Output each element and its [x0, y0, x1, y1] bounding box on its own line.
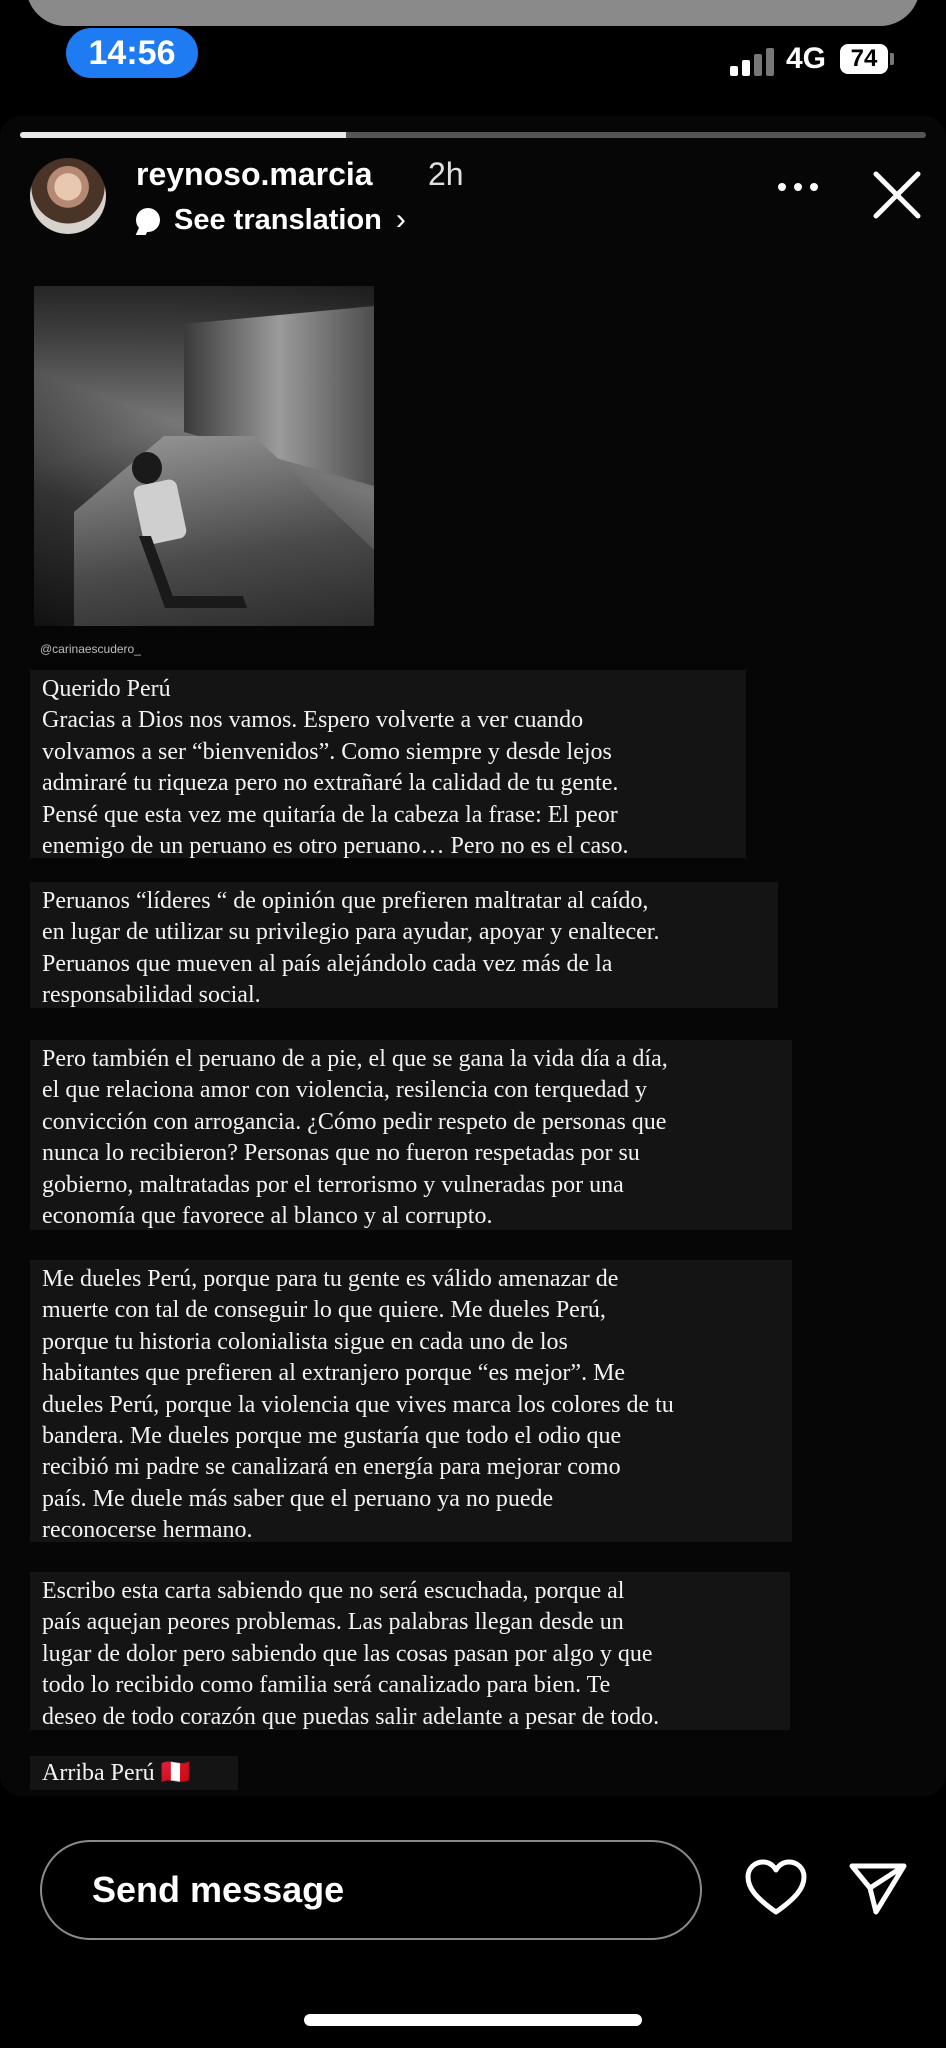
letter-paragraph-2	[30, 882, 778, 1008]
story-viewer[interactable]	[0, 116, 946, 1796]
heart-icon[interactable]	[744, 1858, 808, 1918]
story-time-ago: 2h	[428, 156, 464, 192]
story-username[interactable]: reynoso.marcia	[136, 156, 373, 192]
letter-paragraph-6	[30, 1756, 238, 1790]
avatar[interactable]	[30, 158, 106, 234]
send-icon[interactable]	[846, 1858, 910, 1918]
send-message-input[interactable]: Send message	[40, 1840, 702, 1940]
home-indicator[interactable]	[304, 2014, 642, 2026]
letter-paragraph-3	[30, 1040, 792, 1230]
battery-icon: 74	[840, 44, 888, 74]
letter-text-3: Pero también el peruano de a pie, el que se gana la vida día a día, el que relaciona amor con violencia, resilencia con terquedad y convicción con arrogancia. ¿Cómo pedir respeto de personas que nunca lo recibieron? Personas que no fueron respetadas por su gobierno, maltratadas por el terrorismo y vulneradas por una economía que favorece al blanco y al corrupto.	[42, 1046, 668, 1230]
letter-text-6: Arriba Perú 🇵🇪	[42, 1760, 191, 1786]
story-progress-bar	[20, 132, 926, 138]
letter-text-2: Peruanos “líderes “ de opinión que prefieren maltratar al caído, en lugar de utilizar su privilegio para ayudar, apoyar y enaltecer. Peruanos que mueven al país alejándolo cada vez más de la responsabilidad social.	[42, 888, 660, 1009]
letter-text-5: Escribo esta carta sabiendo que no será escuchada, porque al país aquejan peores problemas. Las palabras llegan desde un lugar de dolor pero sabiendo que las cosas pasan por algo y que todo lo recibido como familia será canalizado para bien. Te deseo de todo corazón que puedas salir adelante a pesar de todo.	[42, 1578, 660, 1730]
photo-boy-head	[132, 452, 162, 484]
photo-credit: @carinaescudero_	[40, 642, 141, 656]
story-photo	[34, 286, 374, 626]
status-bar	[0, 0, 946, 110]
letter-text-1: Querido Perú Gracias a Dios nos vamos. Espero volverte a ver cuando volvamos a ser “bienvenidos”. Como siempre y desde lejos admiraré tu riqueza pero no extrañaré la calidad de tu gente. Pensé que esta vez me quitaría de la cabeza la frase: El peor enemigo de un peruano es otro peruano… Pero no es el caso.	[42, 676, 629, 860]
battery-tip	[890, 53, 894, 65]
translate-bubble-icon	[136, 208, 160, 232]
chevron-right-icon: ›	[395, 203, 406, 236]
story-progress-fill	[20, 132, 346, 138]
close-icon[interactable]	[870, 168, 924, 222]
letter-paragraph-1	[30, 670, 746, 858]
letter-paragraph-4	[30, 1260, 792, 1542]
letter-text-4: Me dueles Perú, porque para tu gente es válido amenazar de muerte con tal de conseguir lo que quiere. Me dueles Perú, porque tu historia colonialista sigue en cada uno de los habitantes que prefieren al extranjero porque “es mejor”. Me dueles Perú, porque la violencia que vives marca los colores de tu bandera. Me dueles porque me gustaría que todo el odio que recibió mi padre se canalizará en energía para mejorar como país. Me duele más saber que el peruano ya no puede reconocerse hermano.	[42, 1266, 674, 1544]
see-translation-button[interactable]	[136, 200, 406, 240]
signal-icon	[730, 46, 776, 76]
more-icon[interactable]	[778, 172, 826, 202]
see-translation-label: See translation	[174, 203, 382, 236]
letter-paragraph-5	[30, 1572, 790, 1730]
network-type: 4G	[786, 42, 827, 75]
status-time[interactable]: 14:56	[66, 28, 198, 78]
reply-bar	[0, 1796, 946, 2048]
